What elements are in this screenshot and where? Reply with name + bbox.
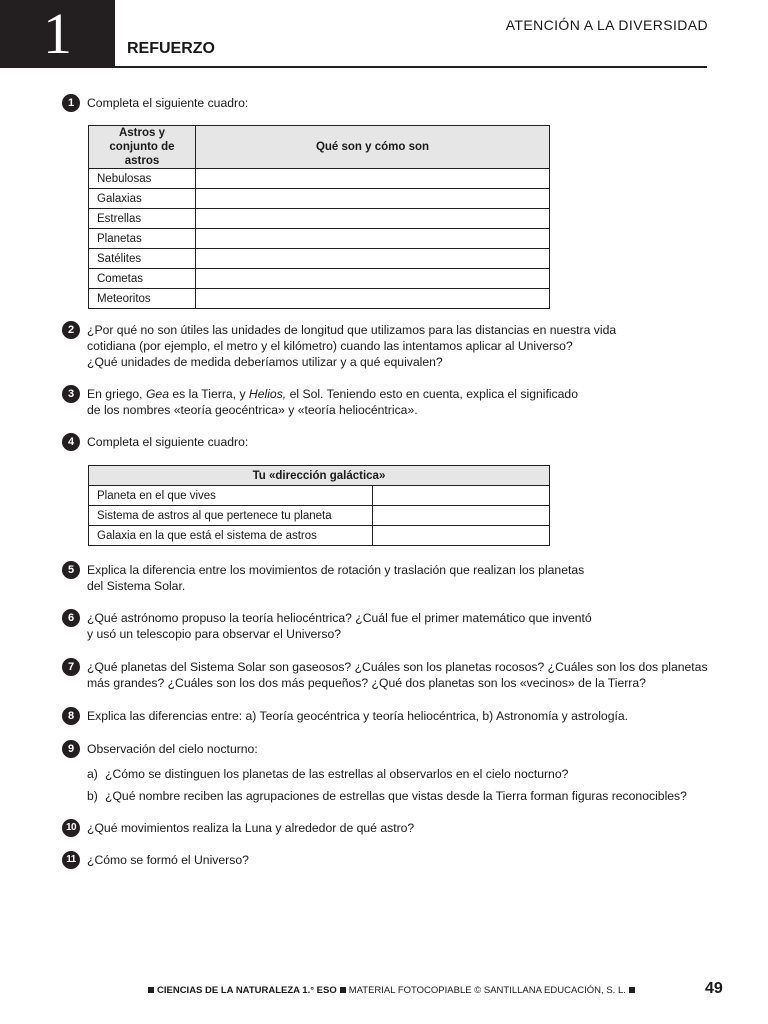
table-row — [89, 209, 550, 229]
answer-cell[interactable] — [196, 229, 550, 249]
question-text-line — [87, 386, 722, 402]
section-label: ATENCIÓN A LA DIVERSIDAD — [505, 17, 708, 33]
question-number: 2 — [62, 321, 80, 339]
question-number: 8 — [62, 707, 80, 725]
table-header: Tu «dirección galáctica» — [89, 466, 550, 486]
question-number: 7 — [62, 658, 80, 676]
question-text: ¿Qué movimientos realiza la Luna y alrededor de qué astro? — [87, 821, 415, 835]
question-text: Observación del cielo nocturno: — [87, 742, 258, 756]
question-8 — [62, 708, 722, 724]
table-row — [89, 486, 550, 506]
table-row — [89, 229, 550, 249]
question-text: Explica las diferencias entre: a) Teoría geocéntrica y teoría heliocéntrica, b) Astronomía y astrología. — [87, 709, 629, 723]
question-6 — [62, 610, 722, 642]
question-text-line: Explica la diferencia entre los movimientos de rotación y traslación que realizan los planetas — [87, 563, 585, 577]
question-1 — [62, 95, 722, 111]
answer-cell[interactable] — [196, 189, 550, 209]
question-number: 1 — [62, 94, 80, 112]
table-row — [89, 289, 550, 309]
question-number: 4 — [62, 433, 80, 451]
question-2 — [62, 322, 722, 370]
question-text-line: del Sistema Solar. — [87, 579, 186, 593]
question-text: ¿Cómo se formó el Universo? — [87, 853, 249, 867]
table-header-description: Qué son y cómo son — [196, 126, 550, 169]
footer-book-title: CIENCIAS DE LA NATURALEZA 1.° ESO — [157, 985, 337, 996]
table-cell-label: Nebulosas — [89, 169, 196, 189]
answer-cell[interactable] — [196, 269, 550, 289]
question-number: 5 — [62, 561, 80, 579]
square-bullet-icon — [340, 987, 346, 993]
question-number: 10 — [62, 819, 80, 837]
table-cell-label: Cometas — [89, 269, 196, 289]
question-text-line: y usó un telescopio para observar el Universo? — [87, 627, 342, 641]
question-text: Completa el siguiente cuadro: — [87, 435, 249, 449]
table-cell-label: Planetas — [89, 229, 196, 249]
table-row — [89, 269, 550, 289]
text-fragment: el Sol. Teniendo esto en cuenta, explica el significado — [286, 387, 578, 401]
header-divider — [115, 66, 707, 68]
footer-copyright: MATERIAL FOTOCOPIABLE © SANTILLANA EDUCACIÓN, S. L. — [348, 985, 626, 996]
question-text: Completa el siguiente cuadro: — [87, 96, 249, 110]
question-4 — [62, 434, 722, 450]
page-title: REFUERZO — [127, 40, 215, 57]
page-number: 49 — [705, 980, 723, 997]
square-bullet-icon — [148, 987, 154, 993]
answer-cell[interactable] — [196, 249, 550, 269]
question-number: 3 — [62, 385, 80, 403]
table-cell-label: Planeta en el que vives — [89, 486, 373, 506]
text-fragment: es la Tierra, y — [169, 387, 249, 401]
question-9 — [62, 741, 722, 804]
term-gea: Gea — [145, 387, 169, 401]
unit-number: 1 — [0, 0, 115, 68]
question-11 — [62, 852, 722, 868]
sub-question-b — [87, 788, 722, 804]
question-text-line: ¿Por qué no son útiles las unidades de longitud que utilizamos para las distancias en nuestra vida — [87, 323, 617, 337]
sub-question-text: ¿Cómo se distinguen los planetas de las estrellas al observarlos en el cielo nocturno? — [105, 767, 569, 781]
table-row — [89, 506, 550, 526]
answer-cell[interactable] — [373, 506, 550, 526]
galactic-address-table — [88, 465, 550, 546]
sub-question-label: a) — [87, 767, 98, 781]
answer-cell[interactable] — [196, 169, 550, 189]
text-fragment: En griego, — [87, 387, 146, 401]
table-cell-label: Galaxia en la que está el sistema de astros — [89, 526, 373, 546]
answer-cell[interactable] — [373, 526, 550, 546]
footer — [145, 985, 638, 996]
table-row — [89, 526, 550, 546]
question-text-line: ¿Qué unidades de medida deberíamos utilizar y a qué equivalen? — [87, 355, 443, 369]
question-number: 11 — [62, 851, 80, 869]
question-text-line: ¿Qué planetas del Sistema Solar son gaseosos? ¿Cuáles son los planetas rocosos? ¿Cuáles son los dos planetas — [87, 660, 708, 674]
table-row — [89, 169, 550, 189]
question-3 — [62, 386, 722, 418]
answer-cell[interactable] — [196, 209, 550, 229]
question-text-line: cotidiana (por ejemplo, el metro y el kilómetro) cuando las intentamos aplicar al Universo? — [87, 339, 573, 353]
table-header-astros: Astros y conjunto de astros — [89, 126, 196, 169]
answer-cell[interactable] — [196, 289, 550, 309]
question-10 — [62, 820, 722, 836]
question-5 — [62, 562, 722, 594]
question-text-line: ¿Qué astrónomo propuso la teoría heliocéntrica? ¿Cuál fue el primer matemático que inventó — [87, 611, 592, 625]
square-bullet-icon — [629, 987, 635, 993]
table-cell-label: Meteoritos — [89, 289, 196, 309]
answer-cell[interactable] — [373, 486, 550, 506]
question-number: 9 — [62, 740, 80, 758]
table-row — [89, 189, 550, 209]
table-cell-label: Satélites — [89, 249, 196, 269]
term-helios: Helios, — [248, 387, 287, 401]
astros-table — [88, 125, 550, 309]
table-cell-label: Sistema de astros al que pertenece tu planeta — [89, 506, 373, 526]
sub-question-a — [87, 766, 722, 782]
sub-question-label: b) — [87, 789, 98, 803]
table-cell-label: Galaxias — [89, 189, 196, 209]
question-text-line: más grandes? ¿Cuáles son los dos más pequeños? ¿Qué dos planetas son los «vecinos» de la Tierra? — [87, 676, 646, 690]
question-text-line: de los nombres «teoría geocéntrica» y «teoría heliocéntrica». — [87, 403, 418, 417]
table-cell-label: Estrellas — [89, 209, 196, 229]
sub-question-text: ¿Qué nombre reciben las agrupaciones de estrellas que vistas desde la Tierra forman figuras reconocibles? — [105, 789, 687, 803]
table-row — [89, 249, 550, 269]
question-number: 6 — [62, 609, 80, 627]
question-7 — [62, 659, 722, 691]
